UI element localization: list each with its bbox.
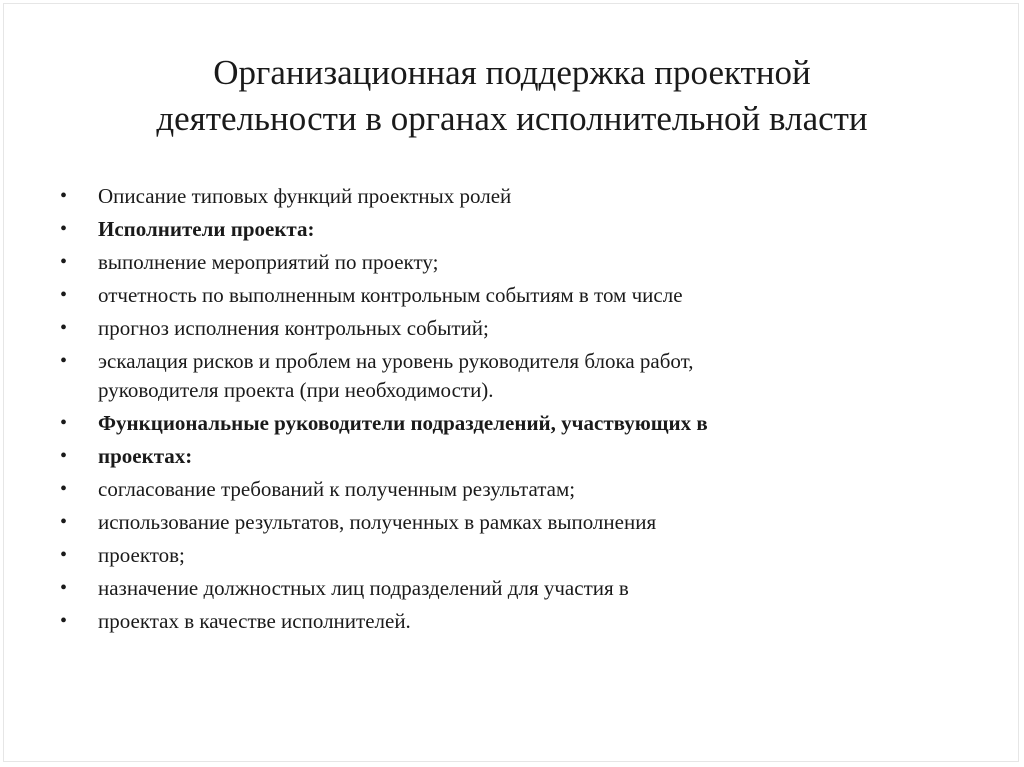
bullet-dot-icon: •: [60, 544, 68, 566]
bullet-item: [60, 281, 960, 310]
bullet-text: прогноз исполнения контрольных событий;: [98, 316, 489, 340]
bullet-item: [60, 475, 960, 504]
bullet-item: [60, 574, 960, 603]
bullet-text: эскалация рисков и проблем на уровень руководителя блока работ,: [98, 349, 694, 373]
bullet-dot-icon: •: [60, 445, 68, 467]
bullet-dot-icon: •: [60, 251, 68, 273]
bullet-text: отчетность по выполненным контрольным событиям в том числе: [98, 283, 683, 307]
bullet-item: [60, 442, 960, 471]
bullet-item: [60, 541, 960, 570]
bullet-item: [60, 248, 960, 277]
bullet-item: [60, 347, 960, 405]
bullet-dot-icon: •: [60, 317, 68, 339]
slide-title-line-1: Организационная поддержка проектной: [213, 53, 811, 92]
bullet-item: [60, 607, 960, 636]
bullet-text-continuation: руководителя проекта (при необходимости).: [98, 378, 494, 402]
bullet-item: [60, 182, 960, 211]
bullet-text: назначение должностных лиц подразделений для участия в: [98, 576, 629, 600]
bullet-text: Функциональные руководители подразделений, участвующих в: [98, 411, 708, 435]
bullet-item: [60, 508, 960, 537]
slide-title: [90, 50, 934, 142]
bullet-dot-icon: •: [60, 511, 68, 533]
bullet-text: Описание типовых функций проектных ролей: [98, 184, 512, 208]
bullet-item: [60, 409, 960, 438]
bullet-dot-icon: •: [60, 284, 68, 306]
bullet-dot-icon: •: [60, 350, 68, 372]
bullet-text: использование результатов, полученных в рамках выполнения: [98, 510, 657, 534]
bullet-text: выполнение мероприятий по проекту;: [98, 250, 439, 274]
bullet-text: проектах в качестве исполнителей.: [98, 609, 411, 633]
bullet-item: [60, 215, 960, 244]
bullet-dot-icon: •: [60, 218, 68, 240]
bullet-dot-icon: •: [60, 412, 68, 434]
bullet-text: проектов;: [98, 543, 185, 567]
bullet-text: проектах:: [98, 444, 193, 468]
bullet-dot-icon: •: [60, 610, 68, 632]
bullet-text: согласование требований к полученным результатам;: [98, 477, 576, 501]
slide-title-line-2: деятельности в органах исполнительной власти: [156, 99, 868, 138]
bullet-dot-icon: •: [60, 185, 68, 207]
bullet-dot-icon: •: [60, 577, 68, 599]
bullet-item: [60, 314, 960, 343]
bullet-dot-icon: •: [60, 478, 68, 500]
bullet-list: [60, 182, 960, 640]
bullet-text: Исполнители проекта:: [98, 217, 315, 241]
